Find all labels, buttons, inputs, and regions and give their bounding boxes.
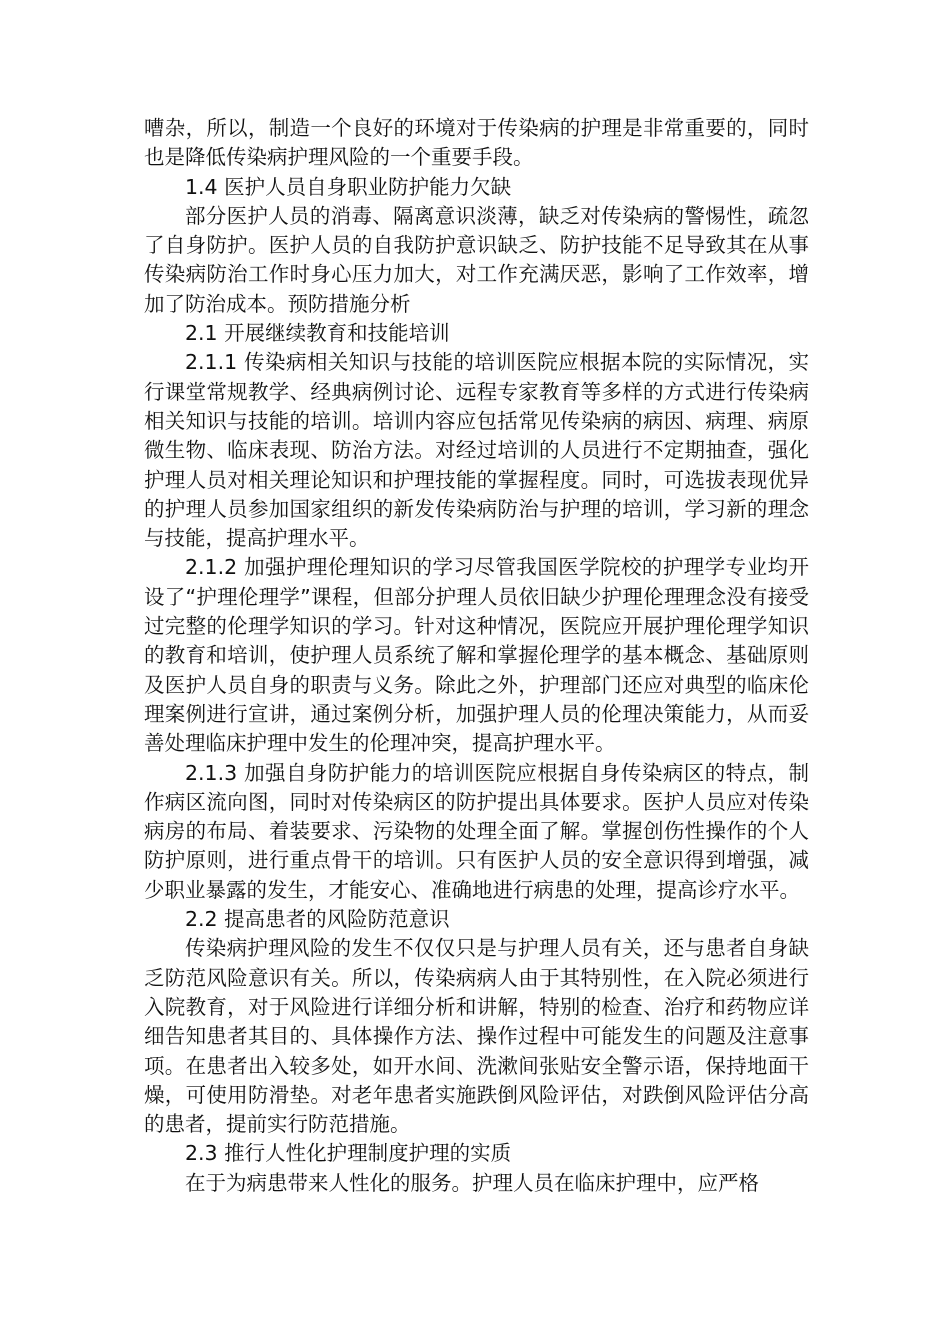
document-body	[144, 114, 809, 1198]
section-heading: 2.1 开展继续教育和技能培训	[185, 321, 450, 346]
body-paragraph: 传染病护理风险的发生不仅仅只是与护理人员有关，还与患者自身缺乏防范风险意识有关。所以，传染病病人由于其特别性，在入院必须进行入院教育，对于风险进行详细分析和讲解，特别的检查、治疗和药物应详细告知患者其目的、具体操作方法、操作过程中可能发生的问题及注意事项。在患者出入较多处，如开水间、洗漱间张贴安全警示语，保持地面干燥，可使用防滑垫。对老年患者实施跌倒风险评估，对跌倒风险评估分高的患者，提前实行防范措施。	[144, 936, 809, 1137]
section-heading: 2.3 推行人性化护理制度护理的实质	[185, 1141, 512, 1166]
body-paragraph: 2.1.3 加强自身防护能力的培训医院应根据自身传染病区的特点，制作病区流向图，同时对传染病区的防护提出具体要求。医护人员应对传染病房的布局、着装要求、污染物的处理全面了解。掌握创伤性操作的个人防护原则，进行重点骨干的培训。只有医护人员的安全意识得到增强，减少职业暴露的发生，才能安心、准确地进行病患的处理，提高诊疗水平。	[144, 760, 809, 902]
body-paragraph: 嘈杂，所以，制造一个良好的环境对于传染病的护理是非常重要的，同时也是降低传染病护理风险的一个重要手段。	[144, 116, 809, 170]
section-heading: 2.2 提高患者的风险防范意识	[185, 907, 450, 932]
body-paragraph: 2.1.2 加强护理伦理知识的学习尽管我国医学院校的护理学专业均开设了“护理伦理学”课程，但部分护理人员依旧缺少护理伦理理念没有接受过完整的伦理学知识的学习。针对这种情况，医院应开展护理伦理学知识的教育和培训，使护理人员系统了解和掌握伦理学的基本概念、基础原则及医护人员自身的职责与义务。除此之外，护理部门还应对典型的临床伦理案例进行宣讲，通过案例分析，加强护理人员的伦理决策能力，从而妥善处理临床护理中发生的伦理冲突，提高护理水平。	[144, 555, 809, 756]
section-heading: 1.4 医护人员自身职业防护能力欠缺	[185, 174, 512, 199]
body-paragraph: 部分医护人员的消毒、隔离意识淡薄，缺乏对传染病的警惕性，疏忽了自身防护。医护人员的自我防护意识缺乏、防护技能不足导致其在从事传染病防治工作时身心压力加大，对工作充满厌恶，影响了工作效率，增加了防治成本。预防措施分析	[144, 203, 809, 316]
body-paragraph: 在于为病患带来人性化的服务。护理人员在临床护理中，应严格	[185, 1170, 759, 1195]
body-paragraph: 2.1.1 传染病相关知识与技能的培训医院应根据本院的实际情况，实行课堂常规教学、经典病例讨论、远程专家教育等多样的方式进行传染病相关知识与技能的培训。培训内容应包括常见传染病的病因、病理、病原微生物、临床表现、防治方法。对经过培训的人员进行不定期抽查，强化护理人员对相关理论知识和护理技能的掌握程度。同时，可选拔表现优异的护理人员参加国家组织的新发传染病防治与护理的培训，学习新的理念与技能，提高护理水平。	[144, 350, 809, 551]
